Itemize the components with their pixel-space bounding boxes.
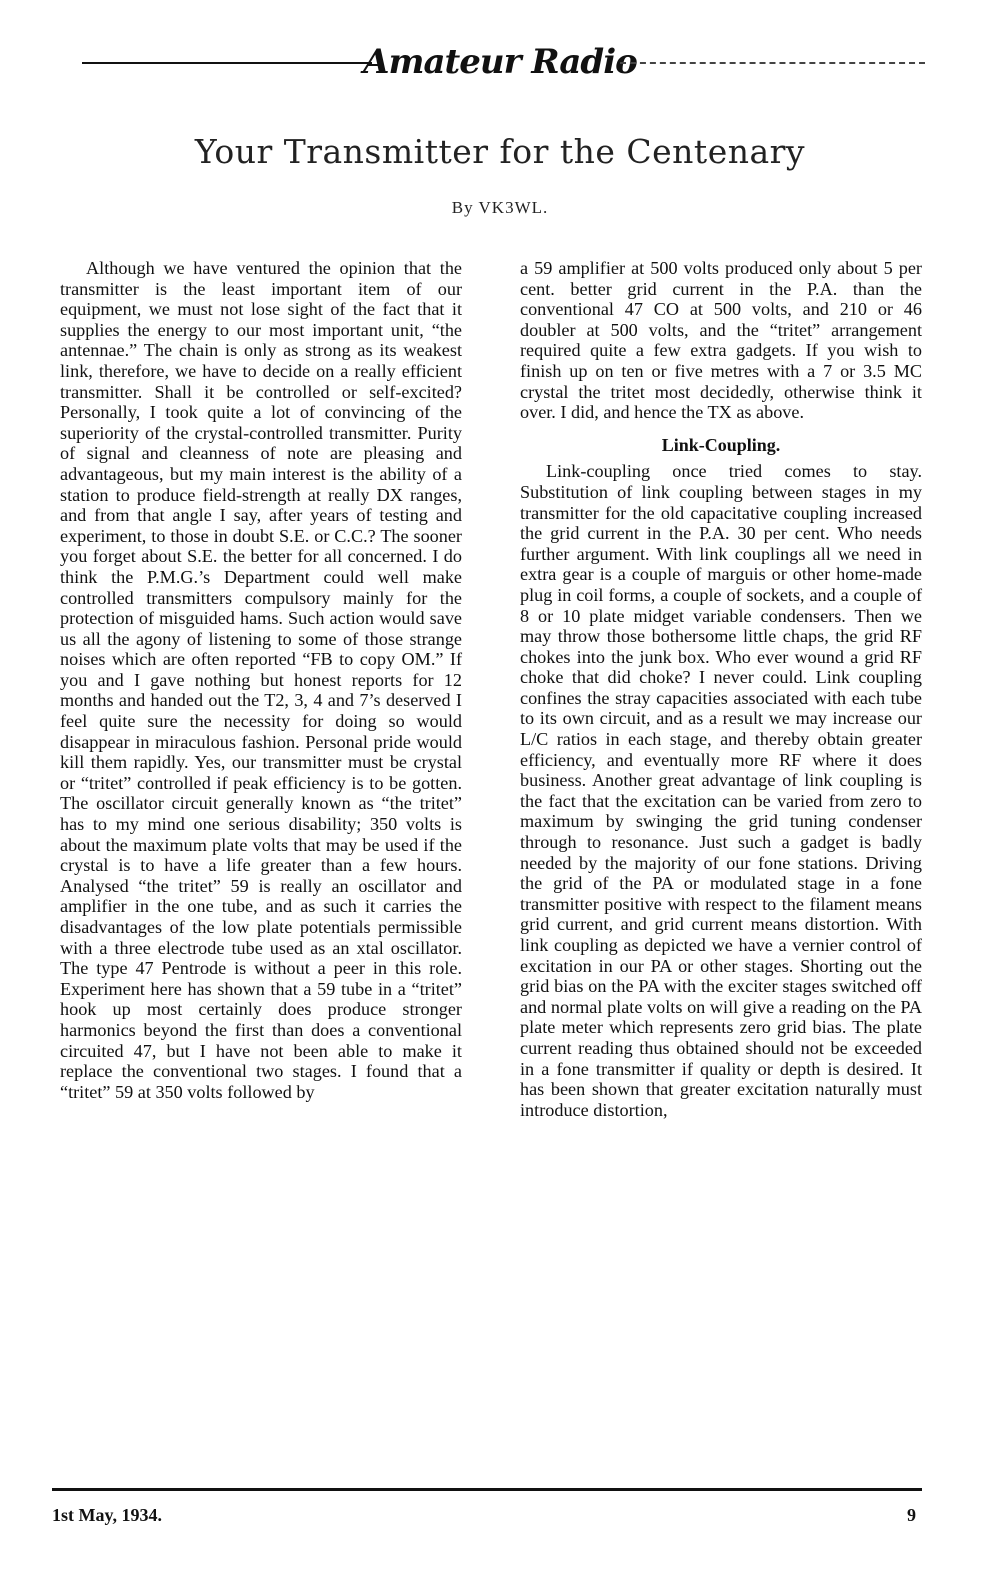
masthead [0,40,1000,90]
right-column-intro: a 59 amplifier at 500 volts produced only about 5 per cent. better grid current in the P.A. than the conventional 47 CO at 500 volts, and 210 or 46 doubler at 500 volts, and the “tritet” arrangement required quite a few extra gadgets. If you wish to finish up on ten or five metres with a 7 or 3.5 MC crystal the tritet most decidedly, otherwise think it over. I did, and hence the TX as above. [520,258,922,423]
masthead-rule-right [620,62,925,64]
left-column-text: Although we have ventured the opinion that the transmitter is the least important item of our equipment, we must not lose sight of the fact that it supplies the energy to our most important unit, “the antennae.” The chain is only as strong as its weakest link, therefore, we have to decide on a really efficient transmitter. Shall it be controlled or self-excited? Personally, I took quite a lot of convincing of the superiority of the crystal-controlled transmitter. Purity of signal and cleanness of note are pleasing and advantageous, but my main interest is the ability of a station to produce field-strength at really DX ranges, and from that angle I say, after years of testing and experiment, to those in doubt S.E. or C.C.? The sooner you forget about S.E. the better for all concerned. I do think the P.M.G.’s Department could well make controlled transmitters compulsory mainly for the protection of misguided hams. Such action would save us all the agony of listening to some of those strange noises which are often reported “FB to copy OM.” If you and I gave nothing but honest reports for 12 months and handed out the T2, 3, 4 and 7’s deserved I feel quite sure the necessity for doing so would disappear in miraculous fashion. Personal pride would kill them rapidly. Yes, our transmitter must be crystal or “tritet” controlled if peak efficiency is to be gotten. The oscillator circuit generally known as “the tritet” has to my mind one serious disability; 350 volts is about the maximum plate volts that may be used if the crystal is to have a life greater than a few hours. Analysed “the tritet” 59 is really an oscillator and amplifier in the one tube, and as such it carries the disadvantages of the low plate potentials permissible with a three electrode tube used as an xtal oscillator. The type 47 Pentrode is without a peer in this role. Experiment here has shown that a 59 tube in a “tritet” hook up most certainly does produce stronger harmonics beyond the first than does a conventional circuited 47, but I have not been able to make it replace the conventional two stages. I found that a “tritet” 59 at 350 volts followed by [60,258,462,1102]
masthead-logo: Amateur Radio [363,42,637,82]
footer-date: 1st May, 1934. [52,1505,162,1525]
page-number: 9 [907,1505,916,1525]
section-heading: Link-Coupling. [661,434,781,455]
right-column [520,258,922,1120]
article-title: Your Transmitter for the Centenary [194,132,806,171]
right-column-section-text: Link-coupling once tried comes to stay. Substitution of link coupling between stages in my transmitter for the old capacitative coupling increased the grid current in the P.A. 30 per cent. Who needs further argument. With link couplings all we need in extra gear is a couple of marguis or other home-made plug in coil forms, a couple of sockets, and a couple of 8 or 10 plate midget variable condensers. Then we may throw those bothersome little chaps, the grid RF chokes into the junk box. Who ever wound a grid RF choke that did choke? I never could. Link coupling confines the stray capacities associated with each tube to its own circuit, and as a result we may increase our L/C ratios in each stage, and thereby obtain greater efficiency, and eventually more RF where it does business. Another great advantage of link coupling is the fact that the excitation can be varied from zero to maximum by swinging the grid tuning condenser through to resonance. Just such a gadget is badly needed by the majority of our fone stations. Driving the grid of the PA or modulated stage in a fone transmitter positive with respect to the filament means grid current, and grid current means distortion. With link coupling as depicted we have a vernier control of excitation in our PA or other stages. Shorting out the grid bias on the PA with the exciter stages switched off and normal plate volts on will give a reading on the PA plate meter which represents zero grid bias. The plate current reading thus obtained should not be exceeded in a fone transmitter if quality or depth is desired. It has been shown that greater excitation naturally must introduce distortion, [520,461,922,1120]
masthead-rule-left [82,62,372,64]
left-column [60,258,462,1102]
footer-rule [52,1488,922,1491]
article-byline: By VK3WL. [451,198,549,217]
